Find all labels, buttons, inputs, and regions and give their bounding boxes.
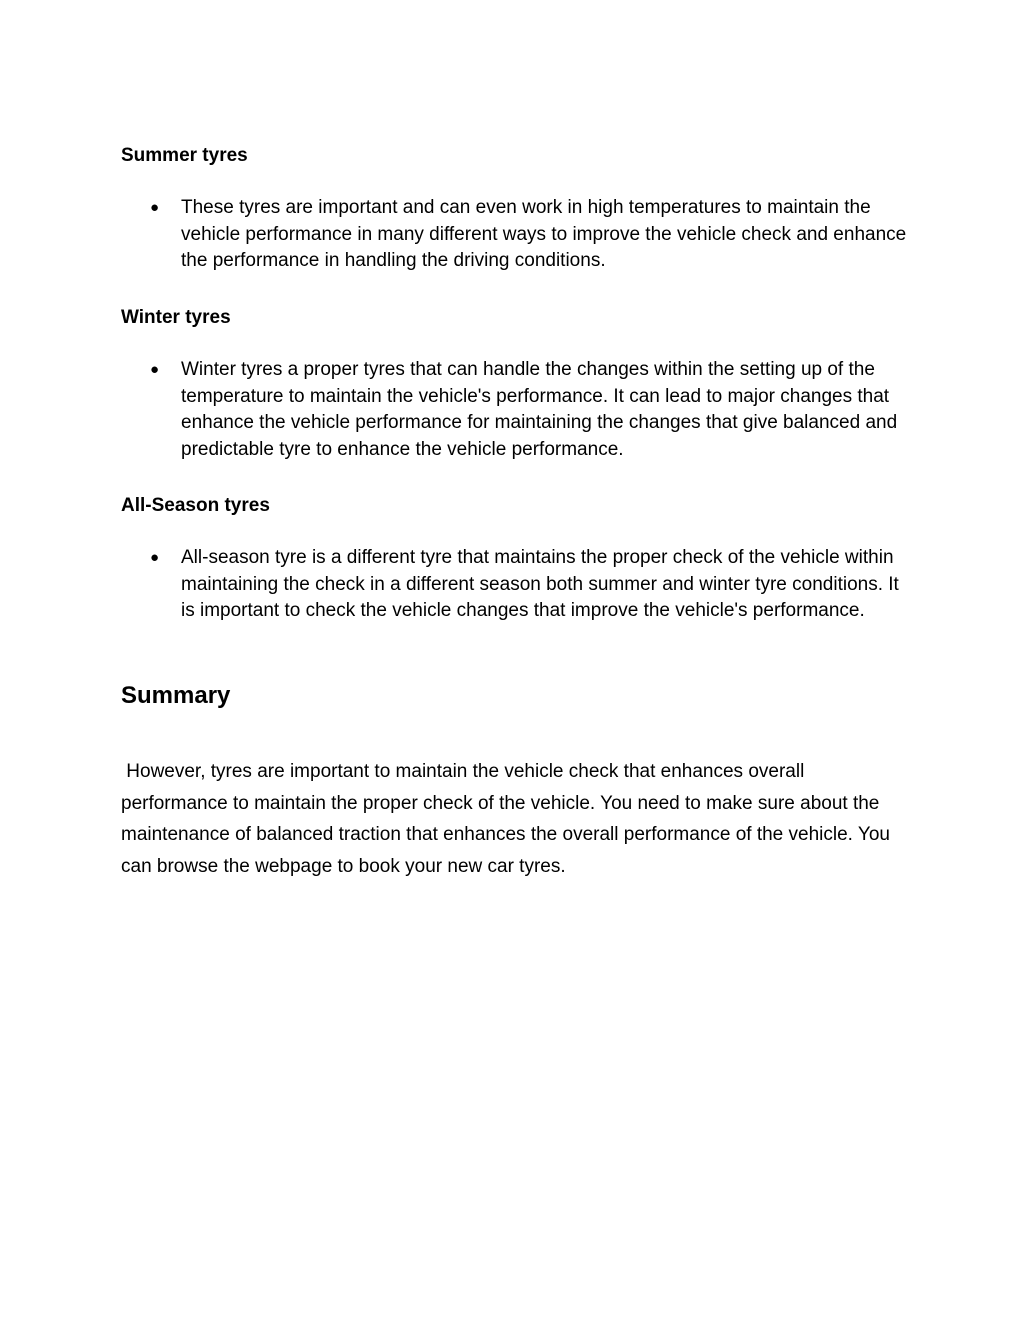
bullet-text-summer-tyres: These tyres are important and can even work in high temperatures to maintain the vehicle performance in many different ways to improve the vehicle check and enhance the performance in handling the driving conditions. [181,197,907,271]
bullet-text-winter-tyres: Winter tyres a proper tyres that can handle the changes within the setting up of the temperature to maintain the vehicle's performance. It can lead to major changes that enhance the vehicle performance for maintaining the changes that give balanced and predictable tyre to enhance the vehicle performance. [181,359,898,460]
section-heading-summer-tyres: Summer tyres [121,145,248,166]
section-heading-winter-tyres: Winter tyres [121,307,231,328]
bullet-icon: ● [150,549,160,566]
section-heading-all-season-tyres: All-Season tyres [121,495,270,516]
bullet-icon: ● [150,199,160,216]
bullet-icon: ● [150,361,160,378]
bullet-text-all-season-tyres: All-season tyre is a different tyre that maintains the proper check of the vehicle within maintaining the check in a different season both summer and winter tyre conditions. It is important to check the vehicle changes that improve the vehicle's performance. [181,547,899,621]
summary-paragraph: However, tyres are important to maintain the vehicle check that enhances overall performance to maintain the proper check of the vehicle. You need to make sure about the maintenance of balanced traction that enhances the overall performance of the vehicle. You can browse the webpage to book your new car tyres. [121,761,896,878]
summary-heading: Summary [121,682,231,709]
